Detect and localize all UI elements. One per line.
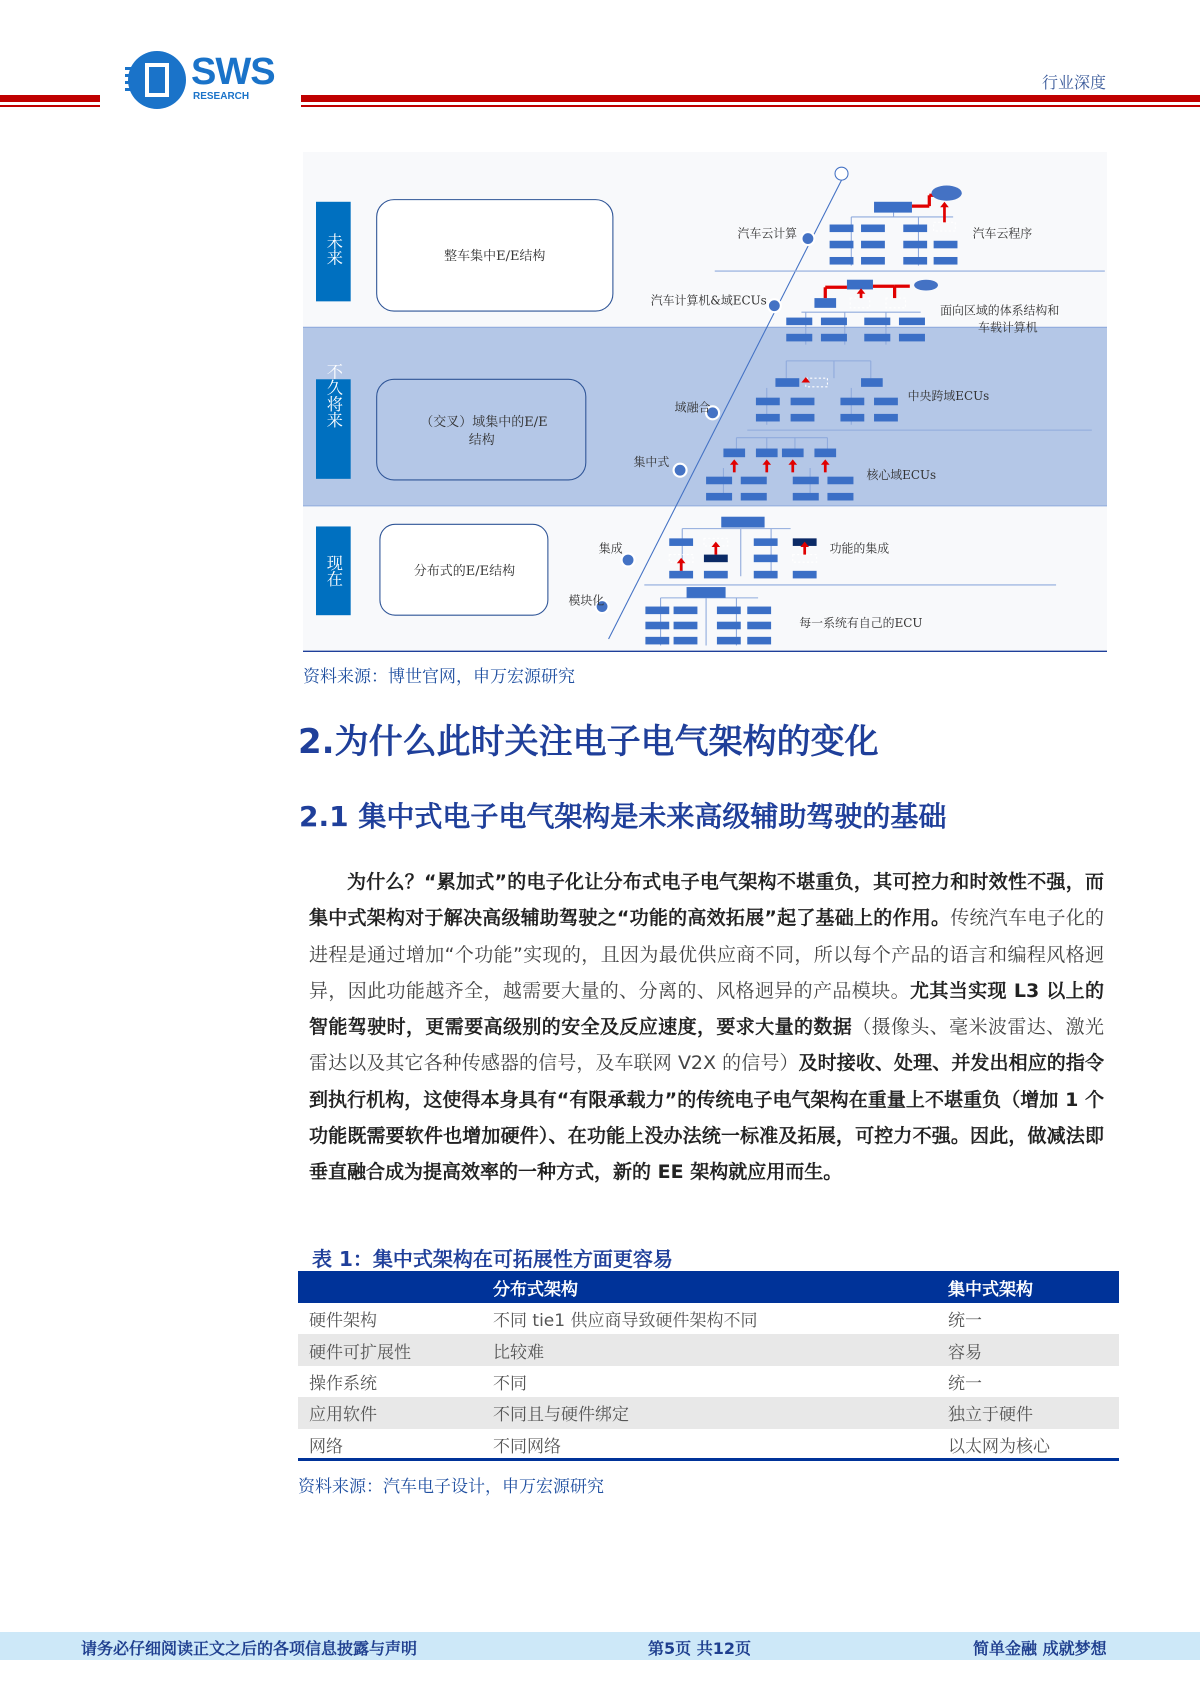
ecu-block xyxy=(754,571,778,579)
ecu-block xyxy=(814,449,836,458)
ecu-block xyxy=(874,414,898,422)
ecu-block xyxy=(747,607,771,615)
ecu-block xyxy=(827,493,853,501)
ecu-block xyxy=(782,449,804,458)
desc-zonal-line1: 面向区域的体系结构和 xyxy=(940,303,1060,318)
ecu-block xyxy=(706,477,732,485)
table-row xyxy=(298,1303,1119,1334)
table-cell: 统一 xyxy=(948,1373,982,1394)
logo-text: SWS xyxy=(191,51,275,93)
desc-function-integration: 功能的集成 xyxy=(829,541,890,556)
ecu-block xyxy=(899,334,925,342)
ecu-block xyxy=(793,477,819,485)
sws-logo xyxy=(125,49,280,111)
ecu-block xyxy=(861,378,883,387)
ecu-block xyxy=(861,241,885,249)
ecu-block xyxy=(791,398,815,406)
stage-modular: 模块化 xyxy=(568,593,605,608)
ecu-block xyxy=(704,571,728,579)
cloud-icon xyxy=(914,280,938,291)
ecu-block xyxy=(754,538,778,546)
ecu-block xyxy=(741,493,767,501)
table-cell: 以太网为核心 xyxy=(948,1436,1050,1457)
table-source: 资料来源：汽车电子设计，申万宏源研究 xyxy=(298,1477,604,1497)
subsection-heading: 2.1 集中式电子电气架构是未来高级辅助驾驶的基础 xyxy=(299,800,947,833)
ecu-block xyxy=(830,225,854,233)
table-bottom-rule xyxy=(298,1458,1119,1461)
stage-node xyxy=(622,554,635,567)
para-bold-1: 为什么？“累加式”的电子化让分布式电子电气架构不堪重负，其可控力和时效性不强，而集中式架构对于解决高级辅助驾驶之“功能的高效拓展”起了基础上的作用。 xyxy=(309,871,1104,930)
ecu-block xyxy=(721,517,764,528)
side-label-near-future-text: 不久将来 xyxy=(323,363,343,428)
table-row xyxy=(298,1429,1119,1460)
logo-globe-icon xyxy=(125,49,189,111)
stage-node xyxy=(768,299,781,312)
ecu-block xyxy=(756,449,778,458)
table-cell: 硬件可扩展性 xyxy=(298,1334,493,1365)
stage-integration: 集成 xyxy=(598,541,623,556)
table-cell: 比较难 xyxy=(493,1334,948,1365)
ecu-block xyxy=(861,225,885,233)
ecu-block xyxy=(934,241,958,249)
ecu-block xyxy=(786,334,812,342)
ecu-block xyxy=(717,622,741,630)
ecu-block xyxy=(674,637,698,645)
ecu-block xyxy=(814,298,836,308)
ecu-block xyxy=(793,493,819,501)
header-rule-left xyxy=(0,95,100,102)
ecu-block xyxy=(861,257,885,265)
ecu-block xyxy=(723,449,745,458)
page-number: 第5页 共12页 xyxy=(648,1639,751,1658)
stage-node xyxy=(674,464,687,477)
table-row xyxy=(298,1397,1119,1428)
table-cell: 操作系统 xyxy=(309,1373,377,1394)
table-caption: 表 1：集中式架构在可拓展性方面更容易 xyxy=(312,1247,673,1271)
box-distributed-ee: 分布式的E/E结构 xyxy=(413,564,516,580)
footer-disclaimer: 请务必仔细阅读正文之后的各项信息披露与声明 xyxy=(81,1639,418,1658)
table-cell: 独立于硬件 xyxy=(948,1397,1119,1428)
stage-vehicle-computer: 汽车计算机&域ECUs xyxy=(650,293,767,308)
ecu-block xyxy=(864,334,890,342)
table-cell: 统一 xyxy=(948,1311,982,1332)
table-row xyxy=(298,1334,1119,1365)
stage-cloud-computing: 汽车云计算 xyxy=(737,226,798,241)
table-header-row xyxy=(298,1271,1119,1303)
header-rule-right-thin xyxy=(301,105,1200,107)
table-header xyxy=(298,1271,493,1303)
ecu-block xyxy=(741,477,767,485)
ecu-block xyxy=(847,280,873,290)
desc-zonal-line2: 车载计算机 xyxy=(978,320,1038,335)
ecu-block xyxy=(786,318,812,326)
section-heading: 2.为什么此时关注电子电气架构的变化 xyxy=(298,722,879,762)
ecu-block xyxy=(747,637,771,645)
figure-source: 资料来源：博世官网，申万宏源研究 xyxy=(303,667,575,687)
ecu-block xyxy=(717,607,741,615)
axis-end-node xyxy=(835,167,848,180)
header-rule-right xyxy=(301,95,1200,102)
ecu-block xyxy=(687,587,726,598)
ecu-block xyxy=(864,318,890,326)
logo-subtext: RESEARCH xyxy=(193,91,250,102)
ecu-block xyxy=(821,334,847,342)
table-cell: 不同且与硬件绑定 xyxy=(493,1397,948,1428)
box-domain-ee-line2: 结构 xyxy=(468,433,495,449)
table-cell: 不同 xyxy=(493,1373,527,1394)
ecu-block xyxy=(934,257,958,265)
ecu-block xyxy=(674,607,698,615)
ecu-block xyxy=(840,414,864,422)
ecu-block xyxy=(704,555,728,563)
ecu-block xyxy=(874,398,898,406)
ecu-block xyxy=(754,555,778,563)
ecu-block xyxy=(775,378,799,387)
ecu-block xyxy=(874,202,912,213)
ecu-block xyxy=(830,241,854,249)
ecu-block xyxy=(645,622,669,630)
para-normal-2: （摄像头、毫米波雷达、激光雷达以及其它各种传感器的信号，及车联网 V2X 的信号） xyxy=(309,1016,1104,1075)
ecu-block xyxy=(793,571,817,579)
ecu-block xyxy=(674,622,698,630)
ecu-block xyxy=(840,398,864,406)
desc-central-cross-domain: 中央跨域ECUs xyxy=(907,388,990,403)
ecu-block xyxy=(669,538,693,546)
ecu-block xyxy=(821,318,847,326)
ee-architecture-diagram xyxy=(303,152,1107,652)
report-type-tag: 行业深度 xyxy=(1042,73,1107,92)
ecu-block xyxy=(830,257,854,265)
stage-node xyxy=(801,232,814,245)
table-cell: 容易 xyxy=(948,1334,1119,1365)
ecu-block xyxy=(756,398,780,406)
table-cell: 不同网络 xyxy=(493,1436,561,1457)
table-cell: 应用软件 xyxy=(298,1397,493,1428)
ecu-block xyxy=(827,477,853,485)
ecu-block xyxy=(717,637,741,645)
ecu-block xyxy=(903,225,927,233)
table-header: 集中式架构 xyxy=(948,1271,1119,1303)
side-label-now-text: 现在 xyxy=(323,554,343,588)
comparison-table xyxy=(298,1271,1119,1460)
table-row xyxy=(298,1366,1119,1397)
stage-domain-fusion: 域融合 xyxy=(674,400,711,415)
box-domain-ee-line1: （交叉）域集中的E/E xyxy=(420,414,548,430)
ecu-block xyxy=(791,414,815,422)
footer-slogan: 简单金融 成就梦想 xyxy=(973,1639,1107,1658)
table-cell: 硬件架构 xyxy=(309,1311,377,1332)
body-paragraph xyxy=(309,864,1104,1191)
ecu-block xyxy=(903,241,927,249)
para-bold-2: 尤其当实现 L3 以上的智能驾驶时，更需要高级别的安全及反应速度，要求大量的数据 xyxy=(309,979,1104,1039)
box-central-ee: 整车集中E/E结构 xyxy=(444,249,546,265)
desc-own-ecu: 每一系统有自己的ECU xyxy=(799,616,923,631)
table-cell: 网络 xyxy=(309,1436,343,1457)
ecu-block xyxy=(747,622,771,630)
header-rule-left-thin xyxy=(0,105,100,107)
desc-core-domain: 核心域ECUs xyxy=(866,467,937,482)
para-normal-1: 传统汽车电子化的进程是通过增加“个功能”实现的，且因为最优供应商不同，所以每个产品的语言和编程风格迥异，因此功能越齐全，越需要大量的、分离的、风格迥异的产品模块。 xyxy=(309,907,1104,1002)
para-bold-3: 及时接收、处理、并发出相应的指令到执行机构，这使得本身具有“有限承载力”的传统电子电气架构在重量上不堪重负（增加 1 个功能既需要软件也增加硬件）、在功能上没办法统一标准及拓展，可控力不强。因此，做减法即垂直融合成为提高效率的一种方式，新的 EE 架构就应用而生。 xyxy=(309,1052,1104,1184)
ecu-block xyxy=(645,637,669,645)
ecu-block xyxy=(756,414,780,422)
ecu-block xyxy=(706,493,732,501)
stage-centralized: 集中式 xyxy=(633,454,670,469)
side-label-future-text: 未来 xyxy=(323,233,343,266)
ecu-block xyxy=(899,318,925,326)
table-header: 分布式架构 xyxy=(493,1271,948,1303)
page-footer xyxy=(0,1632,1200,1660)
desc-cloud-program: 汽车云程序 xyxy=(972,226,1033,241)
table-cell: 不同 tie1 供应商导致硬件架构不同 xyxy=(493,1311,758,1332)
ecu-block xyxy=(669,571,693,579)
ecu-block xyxy=(645,607,669,615)
cloud-icon xyxy=(931,186,961,201)
ecu-block xyxy=(903,257,927,265)
